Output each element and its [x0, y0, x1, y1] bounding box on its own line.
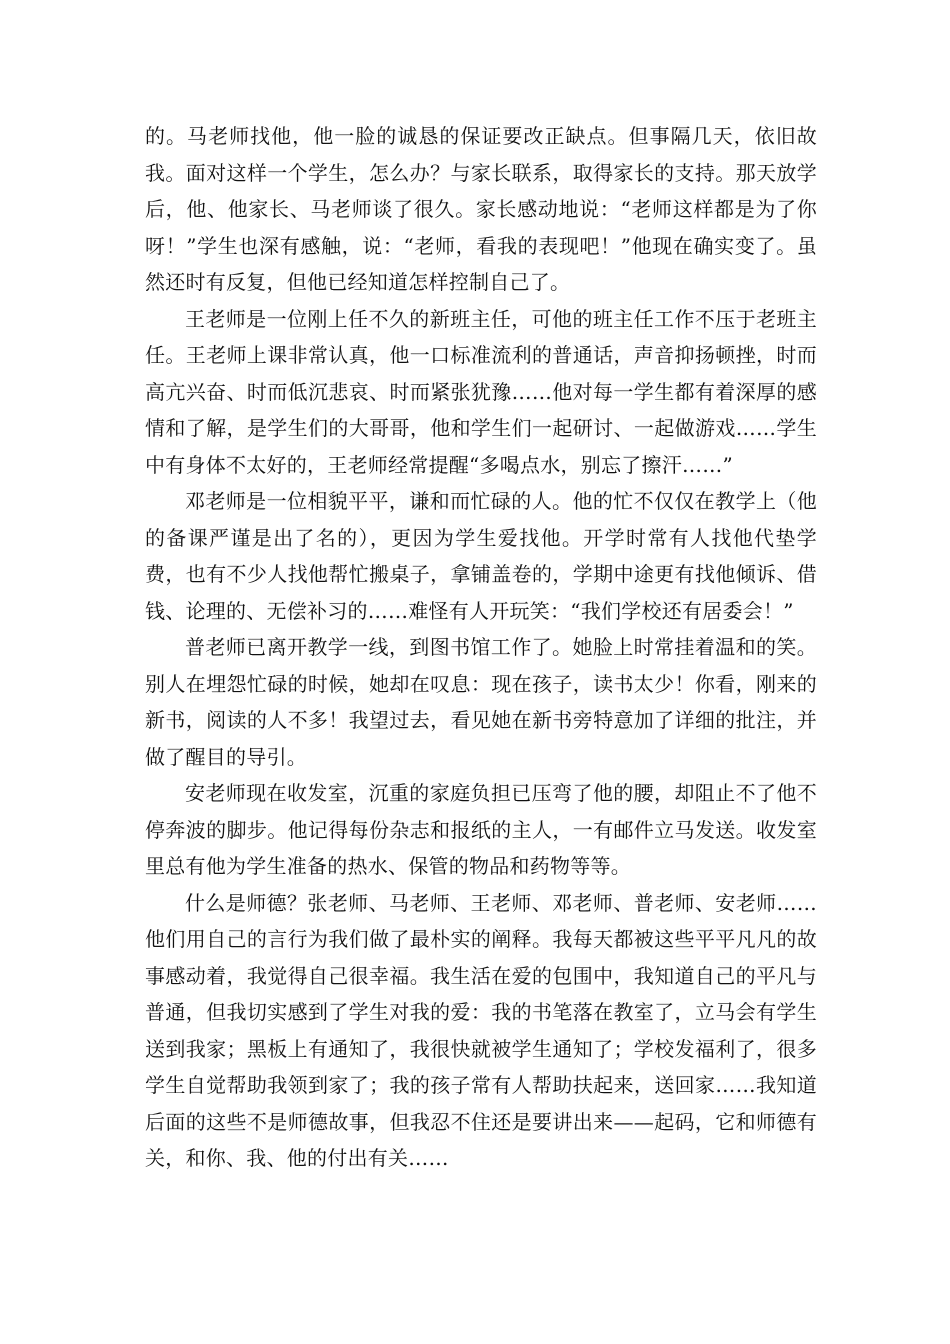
document-body — [145, 118, 817, 1177]
paragraph-deng-teacher: 邓老师是一位相貌平平，谦和而忙碌的人。他的忙不仅仅在教学上（他的备课严谨是出了名的），更因为学生爱找他。开学时常有人找他代垫学费，也有不少人找他帮忙搬桌子，拿铺盖卷的，学期中途更有找他倾诉、借钱、论理的、无偿补习的……难怪有人开玩笑：“我们学校还有居委会！” — [145, 489, 817, 623]
paragraph-continued: 的。马老师找他，他一脸的诚恳的保证要改正缺点。但事隔几天，依旧故我。面对这样一个学生，怎么办？与家长联系，取得家长的支持。那天放学后，他、他家长、马老师谈了很久。家长感动地说：“老师这样都是为了你呀！”学生也深有感触，说：“老师，看我的表现吧！”他现在确实变了。虽然还时有反复，但他已经知道怎样控制自己了。 — [145, 124, 817, 294]
paragraph-an-teacher: 安老师现在收发室，沉重的家庭负担已压弯了他的腰，却阻止不了他不停奔波的脚步。他记得每份杂志和报纸的主人，一有邮件立马发送。收发室里总有他为学生准备的热水、保管的物品和药物等等。 — [145, 781, 817, 878]
paragraph-wang-teacher: 王老师是一位刚上任不久的新班主任，可他的班主任工作不压于老班主任。王老师上课非常认真，他一口标准流利的普通话，声音抑扬顿挫，时而高亢兴奋、时而低沉悲哀、时而紧张犹豫……他对每一学生都有着深厚的感情和了解，是学生们的大哥哥，他和学生们一起研讨、一起做游戏……学生中有身体不太好的，王老师经常提醒“多喝点水，别忘了擦汗……” — [145, 306, 817, 477]
paragraph-conclusion: 什么是师德？张老师、马老师、王老师、邓老师、普老师、安老师……他们用自己的言行为我们做了最朴实的阐释。我每天都被这些平平凡凡的故事感动着，我觉得自己很幸福。我生活在爱的包围中，我知道自己的平凡与普通，但我切实感到了学生对我的爱：我的书笔落在教室了，立马会有学生送到我家；黑板上有通知了，我很快就被学生通知了；学校发福利了，很多学生自觉帮助我领到家了；我的孩子常有人帮助扶起来，送回家……我知道后面的这些不是师德故事，但我忍不住还是要讲出来——起码，它和师德有关，和你、我、他的付出有关…… — [145, 890, 817, 1170]
paragraph-pu-teacher: 普老师已离开教学一线，到图书馆工作了。她脸上时常挂着温和的笑。别人在埋怨忙碌的时候，她却在叹息：现在孩子，读书太少！你看，刚来的新书，阅读的人不多！我望过去，看见她在新书旁特意加了详细的批注，并做了醒目的导引。 — [145, 635, 817, 769]
